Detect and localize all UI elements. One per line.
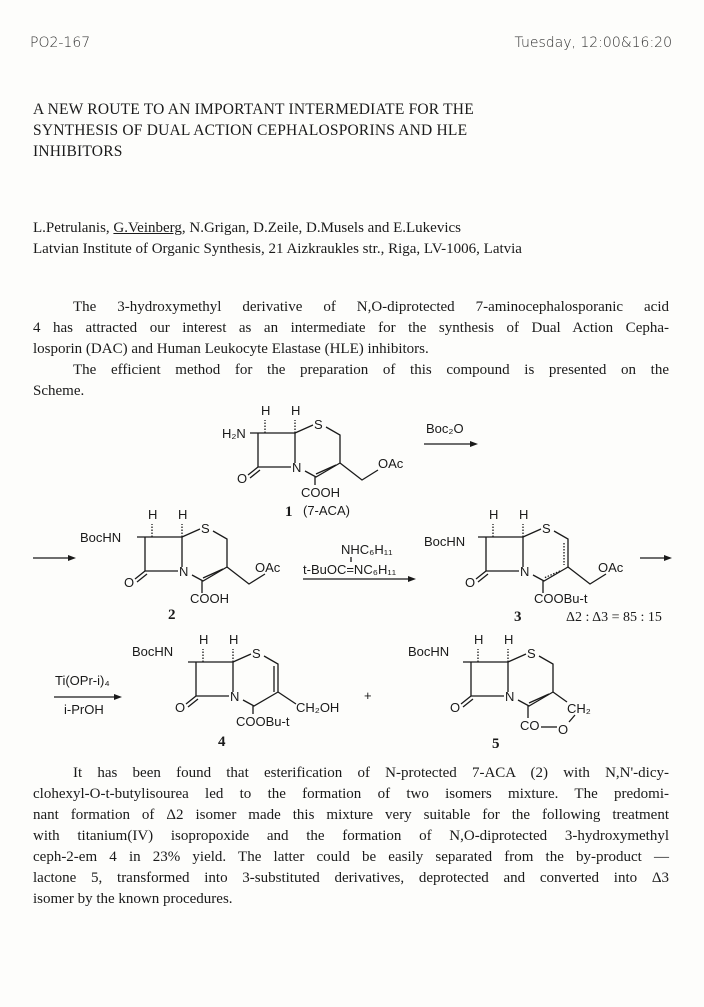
atom-label: O bbox=[237, 471, 248, 486]
text-line: The efficient method for the preparation of this compound is presented on the bbox=[73, 362, 669, 378]
reagent-isourea-bottom: t-BuOC=NC₆H₁₁ bbox=[303, 562, 397, 577]
atom-label: H bbox=[519, 507, 529, 522]
title-line: SYNTHESIS OF DUAL ACTION CEPHALOSPORINS AND HLE bbox=[33, 122, 468, 139]
acetoxy-group: OAc bbox=[255, 560, 281, 575]
atom-label: O bbox=[124, 575, 135, 590]
compound-number: 2 bbox=[168, 607, 176, 623]
atom-label: N bbox=[292, 460, 302, 475]
hydroxymethyl-group: CH₂OH bbox=[296, 700, 340, 715]
reaction-arrow bbox=[664, 555, 672, 561]
isomer-ratio: Δ2 : Δ3 = 85 : 15 bbox=[566, 610, 662, 625]
amine-group: BocHN bbox=[408, 644, 450, 659]
text-line: lactone 5, transformed into 3-substituted derivatives, deprotected and converted into Δ3 bbox=[33, 870, 669, 886]
atom-label: H bbox=[178, 507, 188, 522]
atom-label: N bbox=[230, 689, 240, 704]
acid-group: COOH bbox=[190, 591, 229, 606]
amine-group: BocHN bbox=[132, 644, 174, 659]
atom-label: H bbox=[148, 507, 158, 522]
text-line: The 3-hydroxymethyl derivative of N,O-diprotected 7-aminocephalosporanic acid bbox=[73, 299, 669, 315]
text-line: isomer by the known procedures. bbox=[33, 891, 233, 907]
compound-number: 4 bbox=[218, 734, 226, 750]
atom-label: N bbox=[520, 564, 530, 579]
compound-3-structure bbox=[424, 507, 662, 625]
acid-group: COOH bbox=[301, 485, 340, 500]
presenting-author: G.Veinberg bbox=[113, 220, 182, 236]
compound-1-structure bbox=[222, 403, 404, 520]
lactone-oxygen: O bbox=[558, 722, 569, 737]
compound-number: 5 bbox=[492, 736, 500, 752]
atom-label: S bbox=[252, 646, 261, 661]
atom-label: S bbox=[314, 417, 323, 432]
ester-group: COOBu-t bbox=[236, 714, 290, 729]
session-time: Tuesday, 12:00&16:20 bbox=[514, 35, 672, 51]
acetoxy-group: OAc bbox=[598, 560, 624, 575]
carbonyl-group: CO bbox=[520, 718, 540, 733]
compound-2-structure bbox=[80, 507, 281, 623]
title-line: A NEW ROUTE TO AN IMPORTANT INTERMEDIATE FOR THE bbox=[33, 101, 474, 118]
atom-label: N bbox=[505, 689, 515, 704]
atom-label: H bbox=[474, 632, 484, 647]
reaction-arrow bbox=[408, 576, 416, 582]
amine-group: H₂N bbox=[222, 426, 246, 441]
atom-label: H bbox=[199, 632, 209, 647]
atom-label: S bbox=[527, 646, 536, 661]
reagent-titanium: Ti(OPr-i)₄ bbox=[55, 673, 110, 688]
compound-number: 1 bbox=[285, 504, 293, 520]
atom-label: O bbox=[450, 700, 461, 715]
atom-label: H bbox=[504, 632, 514, 647]
authors-rest: , N.Grigan, D.Zeile, D.Musels and E.Lukevics bbox=[181, 220, 461, 236]
compound-4-structure bbox=[132, 632, 339, 750]
ester-group: COOBu-t bbox=[534, 591, 588, 606]
author: L.Petrulanis, bbox=[33, 220, 114, 236]
atom-label: O bbox=[175, 700, 186, 715]
reaction-arrow bbox=[114, 694, 122, 700]
amine-group: BocHN bbox=[424, 534, 466, 549]
text-line: nant formation of Δ2 isomer made this mixture very suitable for the following treatment bbox=[33, 807, 669, 823]
text-line: clohexyl-O-t-butylisourea led to the formation of two isomers mixture. The predomi- bbox=[33, 786, 669, 802]
text-line: losporin (DAC) and Human Leukocyte Elastase (HLE) inhibitors. bbox=[33, 341, 429, 357]
compound-5-structure bbox=[408, 632, 591, 752]
text-line: with titanium(IV) isopropoxide and the formation of N,O-diprotected 3-hydroxymethyl bbox=[33, 828, 669, 844]
title-line: INHIBITORS bbox=[33, 143, 123, 160]
text-line: Scheme. bbox=[33, 383, 85, 399]
atom-label: H bbox=[489, 507, 499, 522]
atom-label: N bbox=[179, 564, 189, 579]
acetoxy-group: OAc bbox=[378, 456, 404, 471]
atom-label: O bbox=[465, 575, 476, 590]
atom-label: H bbox=[291, 403, 301, 418]
atom-label: H bbox=[261, 403, 271, 418]
amine-group: BocHN bbox=[80, 530, 122, 545]
atom-label: S bbox=[201, 521, 210, 536]
abstract-code: PO2-167 bbox=[30, 35, 91, 51]
atom-label: S bbox=[542, 521, 551, 536]
atom-label: H bbox=[229, 632, 239, 647]
methylene-group: CH₂ bbox=[567, 701, 591, 716]
reagent-boc2o: Boc₂O bbox=[426, 421, 464, 436]
compound-name: (7-ACA) bbox=[303, 503, 350, 518]
reagent-isourea-top: NHC₆H₁₁ bbox=[341, 542, 393, 557]
reagent-isopropanol: i-PrOH bbox=[64, 702, 104, 717]
compound-number: 3 bbox=[514, 609, 522, 625]
text-line: 4 has attracted our interest as an intermediate for the synthesis of Dual Action Cepha- bbox=[33, 320, 669, 336]
affiliation: Latvian Institute of Organic Synthesis, 21 Aizkraukles str., Riga, LV-1006, Latvia bbox=[33, 241, 522, 257]
text-line: ceph-2-em 4 in 23% yield. The latter could be easily separated from the by-product — bbox=[33, 849, 669, 865]
plus-sign: + bbox=[364, 688, 372, 703]
discussion-paragraph bbox=[33, 763, 669, 910]
text-line: It has been found that esterification of N-protected 7-ACA (2) with N,N'-dicy- bbox=[73, 765, 669, 781]
reaction-arrow bbox=[68, 555, 76, 561]
